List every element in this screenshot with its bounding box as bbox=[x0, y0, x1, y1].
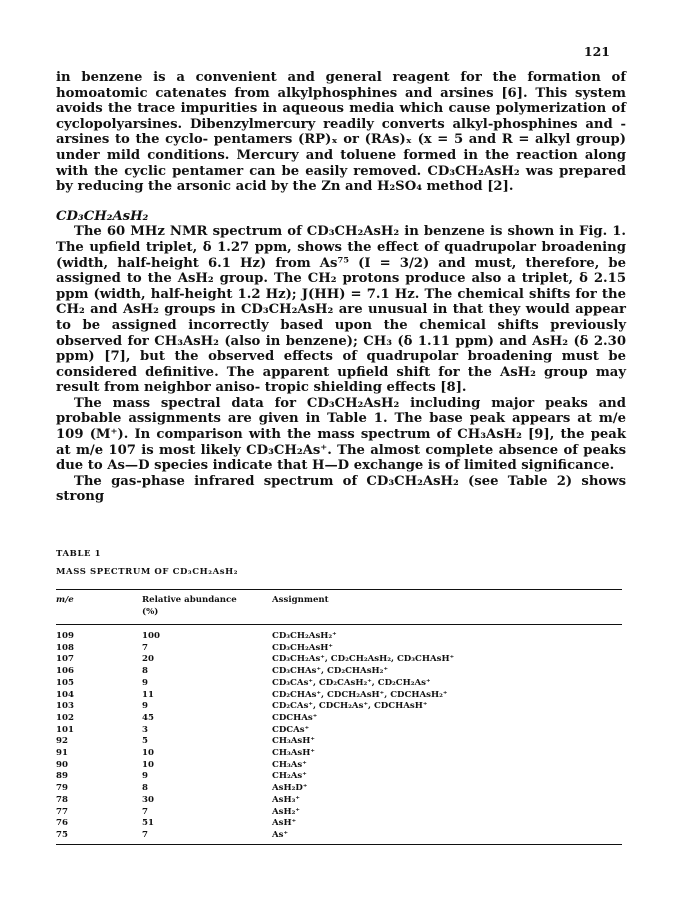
intro-line: impurities in aqueous media which cause polymerization of cyclopolyarsines. bbox=[56, 101, 627, 132]
table-label: TABLE 1 bbox=[56, 549, 102, 559]
table-row bbox=[56, 713, 622, 725]
cell-assignment: CD₃CHAs⁺, CD₂CHAsH₂⁺ bbox=[272, 666, 388, 677]
cell-assignment: As⁺ bbox=[272, 830, 622, 844]
cell-me: 77 bbox=[56, 806, 68, 817]
table-row bbox=[56, 725, 622, 737]
cell-assignment: CD₂CHAs⁺, CDCH₂AsH⁺, CDCHAsH₂⁺ bbox=[272, 689, 448, 700]
cell-me: 78 bbox=[56, 794, 68, 805]
infrared-paragraph bbox=[56, 474, 626, 505]
table-row bbox=[56, 654, 622, 666]
table-row bbox=[56, 701, 622, 713]
cell-me: 76 bbox=[56, 818, 68, 829]
cell-abundance: 11 bbox=[142, 689, 154, 700]
mass-line: comparison with the mass spectrum of CH₃AsH₂ [9], the peak at m/e 107 is bbox=[56, 427, 626, 458]
cell-abundance: 30 bbox=[142, 794, 154, 805]
cell-abundance: 8 bbox=[142, 783, 148, 794]
header-me: m/e bbox=[56, 590, 142, 625]
nmr-line: groups in CD₃CH₂AsH₂ are unusual in that they would appear to be assigned bbox=[56, 302, 626, 333]
nmr-line: (also in benzene); CH₃ (δ 1.11 ppm) and AsH₂ (δ 2.30 ppm) [7], but the bbox=[56, 333, 626, 365]
ir-line: The gas-phase infrared spectrum of CD₃CH₂AsH₂ (see Table 2) shows strong bbox=[56, 473, 626, 505]
table-row bbox=[56, 830, 622, 844]
intro-line: Mercury and toluene formed in the reaction along with the cyclic pentamer can bbox=[56, 147, 626, 179]
cell-abundance: 45 bbox=[142, 712, 154, 723]
cell-abundance: 9 bbox=[142, 701, 148, 712]
cell-me: 104 bbox=[56, 689, 74, 700]
cell-abundance: 8 bbox=[142, 666, 148, 677]
cell-me: 109 bbox=[56, 631, 74, 641]
cell-me: 102 bbox=[56, 712, 74, 723]
nmr-line: half-height 1.2 Hz); J(HH) = 7.1 Hz. The chemical shifts for the CH₂ and AsH₂ bbox=[56, 286, 626, 318]
header-assignment: Assignment bbox=[272, 590, 622, 625]
cell-abundance: 7 bbox=[142, 830, 272, 844]
cell-assignment: CH₃AsH⁺ bbox=[272, 736, 315, 747]
cell-assignment: AsH₂⁺ bbox=[272, 806, 300, 817]
intro-line: catenates from alkylphosphines and arsines [6]. This system avoids the trace bbox=[56, 85, 627, 117]
cell-abundance: 9 bbox=[142, 771, 148, 782]
section-heading: CD₃CH₂AsH₂ bbox=[56, 208, 149, 224]
mass-line: species indicate that H—D exchange is of limited significance. bbox=[154, 458, 615, 474]
table-title: MASS SPECTRUM OF CD₃CH₂AsH₂ bbox=[56, 567, 239, 577]
table-row bbox=[56, 690, 622, 702]
cell-assignment: AsH⁺ bbox=[272, 818, 297, 829]
cell-assignment: CD₃CAs⁺, CD₂CAsH₂⁺, CD₂CH₂As⁺ bbox=[272, 677, 431, 688]
cell-me: 92 bbox=[56, 736, 68, 747]
cell-abundance: 100 bbox=[142, 631, 160, 641]
intro-line: in benzene is a convenient and general reagent for the formation of homoatomic bbox=[56, 70, 626, 101]
cell-assignment: CD₃CH₂AsH₂⁺ bbox=[272, 631, 337, 641]
cell-assignment: CD₃CH₂AsH⁺ bbox=[272, 642, 333, 653]
mass-line: assignments are given in Table 1. The base peak appears at m/e 109 (M⁺). In bbox=[56, 411, 626, 443]
nmr-line: tropic shielding effects [8]. bbox=[264, 380, 467, 396]
cell-abundance: 51 bbox=[142, 818, 154, 829]
cell-abundance: 7 bbox=[142, 806, 148, 817]
cell-abundance: 20 bbox=[142, 654, 154, 665]
cell-me: 91 bbox=[56, 748, 68, 759]
body-text bbox=[56, 70, 626, 505]
intro-line: the Zn and H₂SO₄ method [2]. bbox=[292, 179, 514, 195]
cell-abundance: 3 bbox=[142, 724, 148, 735]
mass-line: most likely CD₃CH₂As⁺. The almost complete absence of peaks due to As—D bbox=[56, 442, 626, 474]
cell-abundance: 5 bbox=[142, 736, 148, 747]
table-row bbox=[56, 783, 622, 795]
cell-assignment: CD₃CH₂As⁺, CD₂CH₂AsH₂, CD₃CHAsH⁺ bbox=[272, 654, 455, 665]
intro-line: Dibenzylmercury readily converts alkyl-phosphines and -arsines to the cyclo- bbox=[56, 116, 627, 148]
table-row bbox=[56, 760, 622, 772]
table-row bbox=[56, 643, 622, 655]
header-abundance-line2: (%) bbox=[142, 607, 159, 617]
table-row bbox=[56, 666, 622, 678]
nmr-line: to the AsH₂ group. The CH₂ protons produce also a triplet, δ 2.15 ppm (width, bbox=[56, 271, 626, 302]
cell-me: 106 bbox=[56, 666, 74, 677]
table-row bbox=[56, 625, 622, 643]
cell-assignment: CDCAs⁺ bbox=[272, 724, 310, 735]
cell-me: 75 bbox=[56, 830, 142, 844]
table-row bbox=[56, 771, 622, 783]
nmr-line: The apparent upfield shift for the AsH₂ group may result from neighbor aniso- bbox=[56, 364, 626, 396]
cell-me: 101 bbox=[56, 724, 74, 735]
cell-abundance: 7 bbox=[142, 642, 148, 653]
cell-me: 107 bbox=[56, 654, 74, 665]
cell-assignment: CH₂As⁺ bbox=[272, 771, 307, 782]
cell-assignment: CD₂CAs⁺, CDCH₂As⁺, CDCHAsH⁺ bbox=[272, 701, 428, 712]
cell-abundance: 9 bbox=[142, 677, 148, 688]
header-abundance-line1: Relative abundance bbox=[142, 595, 237, 605]
cell-me: 108 bbox=[56, 642, 74, 653]
intro-line: be easily removed. CD₃CH₂AsH₂ was prepared by reducing the arsonic acid by bbox=[56, 163, 626, 195]
cell-assignment: AsH₃⁺ bbox=[272, 794, 300, 805]
nmr-line: The upfield triplet, δ 1.27 ppm, shows the effect of quadrupolar broadening bbox=[56, 239, 626, 255]
table-row bbox=[56, 807, 622, 819]
cell-assignment: AsH₂D⁺ bbox=[272, 783, 308, 794]
cell-me: 79 bbox=[56, 783, 68, 794]
mass-spectrum-paragraph bbox=[56, 396, 626, 474]
cell-abundance: 10 bbox=[142, 759, 154, 770]
cell-me: 90 bbox=[56, 759, 68, 770]
cell-abundance: 10 bbox=[142, 748, 154, 759]
cell-me: 105 bbox=[56, 677, 74, 688]
header-abundance bbox=[142, 590, 272, 625]
nmr-line: incorrectly based upon the chemical shifts previously observed for CH₃AsH₂ bbox=[56, 317, 626, 349]
table-row bbox=[56, 748, 622, 760]
mass-line: The mass spectral data for CD₃CH₂AsH₂ including major peaks and probable bbox=[56, 395, 626, 427]
mass-spectrum-table bbox=[56, 589, 622, 845]
cell-me: 89 bbox=[56, 771, 68, 782]
cell-assignment: CH₃AsH⁺ bbox=[272, 748, 315, 759]
nmr-line: The 60 MHz NMR spectrum of CD₃CH₂AsH₂ in benzene is shown in Fig. 1. bbox=[74, 224, 626, 240]
table-row bbox=[56, 736, 622, 748]
cell-me: 103 bbox=[56, 701, 74, 712]
table-row bbox=[56, 795, 622, 807]
nmr-paragraph bbox=[56, 224, 626, 396]
table-body bbox=[56, 625, 622, 845]
table-row bbox=[56, 818, 622, 830]
intro-line: pentamers (RP)ₓ or (RAs)ₓ (x = 5 and R = alkyl group) under mild conditions. bbox=[56, 132, 626, 163]
nmr-line: (width, half-height 6.1 Hz) from As⁷⁵ (I = 3/2) and must, therefore, be assigned bbox=[56, 255, 626, 287]
page-number: 121 bbox=[583, 44, 610, 59]
table-row bbox=[56, 678, 622, 690]
cell-assignment: CDCHAs⁺ bbox=[272, 712, 318, 723]
table-header-row bbox=[56, 590, 622, 625]
cell-assignment: CH₃As⁺ bbox=[272, 759, 307, 770]
nmr-line: observed effects of quadrupolar broadening must be considered definitive. bbox=[56, 349, 627, 380]
intro-paragraph bbox=[56, 70, 626, 195]
